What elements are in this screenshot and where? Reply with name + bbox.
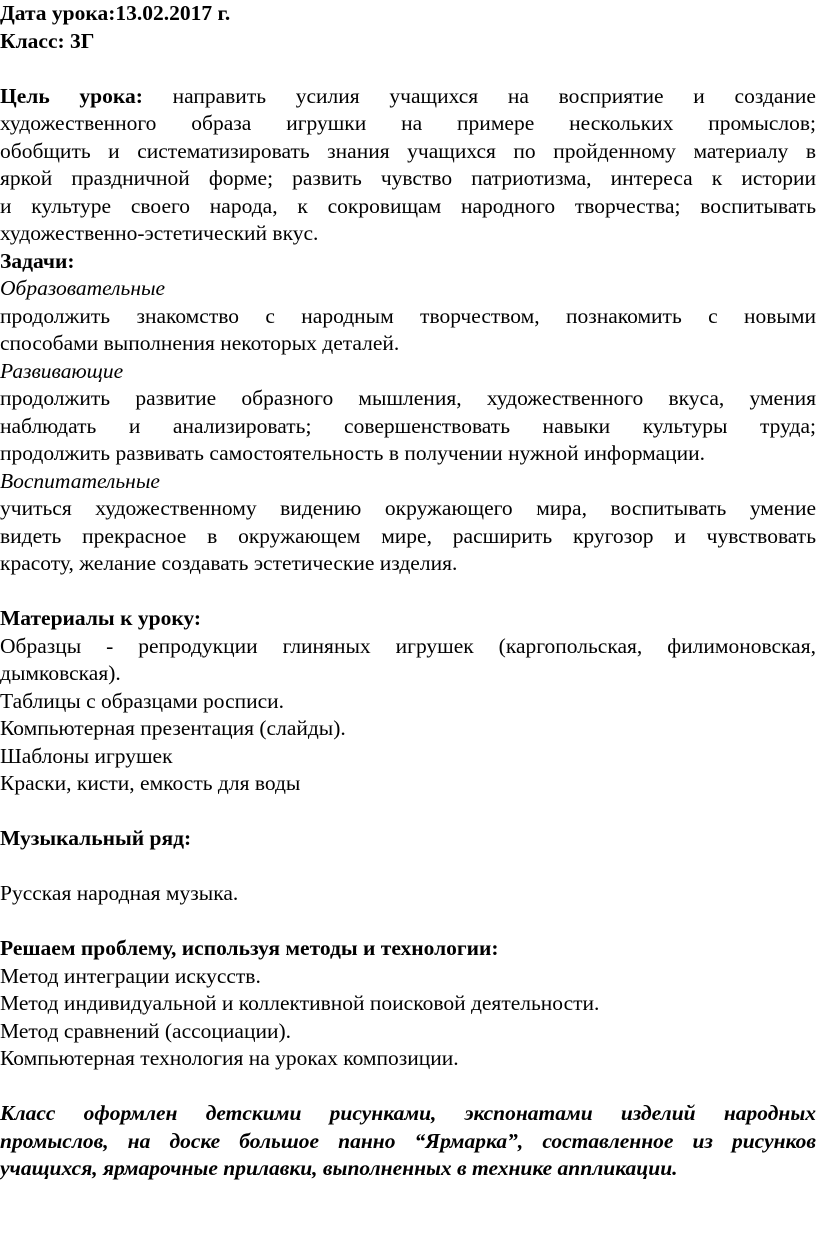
methods-heading: Решаем проблему, используя методы и технологии: [0,936,499,960]
materials-line-2: дымковская). [0,661,121,685]
materials-line-3: Таблицы с образцами росписи. [0,688,285,713]
lesson-date-value: 13.02.2017 г. [115,1,231,25]
spacer [0,853,816,881]
spacer [0,908,816,936]
spacer [0,578,816,606]
methods-line-2: Метод индивидуальной и коллективной поисковой деятельности. [0,991,600,1015]
tasks-educational-line-1: продолжить знакомство с народным творчеством, познакомить с новыми [0,303,816,328]
tasks-developing-line-3: продолжить развивать самостоятельность в получении нужной информации. [0,441,706,465]
goal-line-2: художественного образа игрушки на примере нескольких промыслов; [0,111,816,135]
methods-line-4: Компьютерная технология на уроках композиции. [0,1046,459,1070]
spacer [0,55,816,83]
materials-line-5: Шаблоны игрушек [0,743,173,768]
goal-line-3: обобщить и систематизировать знания учащихся по пройденному материалу в [0,138,816,163]
materials-line-6: Краски, кисти, емкость для воды [0,771,301,795]
tasks-developing-line-1: продолжить развитие образного мышления, художественного вкуса, умения [0,386,816,410]
note-line-3: учащихся, ярмарочные прилавки, выполненных в технике аппликации. [0,1156,678,1180]
tasks-upbringing-line-3: красоту, желание создавать эстетические изделия. [0,551,458,575]
spacer [0,1073,816,1101]
lesson-class: Класс: 3Г [0,28,95,53]
note-line-2: промыслов, на доске большое панно “Ярмарка”, составленное из рисунков [0,1128,816,1153]
tasks-upbringing-line-2: видеть прекрасное в окружающем мире, расширить кругозор и чувствовать [0,523,816,548]
lesson-date-line [0,0,816,28]
tasks-educational-line-2: способами выполнения некоторых деталей. [0,331,400,355]
goal-line-5: и культуре своего народа, к сокровищам народного творчества; воспитывать [0,193,816,218]
goal-line-1 [0,83,816,111]
materials-line-1: Образцы - репродукции глиняных игрушек (каргопольская, филимоновская, [0,633,816,658]
spacer [0,798,816,826]
goal-label: Цель урока: [0,83,143,108]
goal-line-6: художественно-эстетический вкус. [0,221,319,245]
lesson-date-label: Дата урока: [0,1,116,25]
note-line-1: Класс оформлен детскими рисунками, экспонатами изделий народных [0,1101,816,1125]
tasks-developing-label: Развивающие [0,358,124,383]
tasks-developing-line-2: наблюдать и анализировать; совершенствовать навыки культуры труда; [0,413,816,438]
materials-heading: Материалы к уроку: [0,606,202,630]
tasks-upbringing-label: Воспитательные [0,468,160,493]
goal-line-4: яркой праздничной форме; развить чувство патриотизма, интереса к истории [0,166,816,190]
tasks-heading: Задачи: [0,248,75,273]
music-heading: Музыкальный ряд: [0,826,192,850]
tasks-educational-label: Образовательные [0,276,166,300]
goal-text-1: направить усилия учащихся на восприятие и создание [172,83,816,108]
methods-line-1: Метод интеграции искусств. [0,963,261,988]
tasks-upbringing-line-1: учиться художественному видению окружающего мира, воспитывать умение [0,496,816,520]
methods-line-3: Метод сравнений (ассоциации). [0,1018,292,1043]
music-text: Русская народная музыка. [0,881,239,905]
materials-line-4: Компьютерная презентация (слайды). [0,716,346,740]
